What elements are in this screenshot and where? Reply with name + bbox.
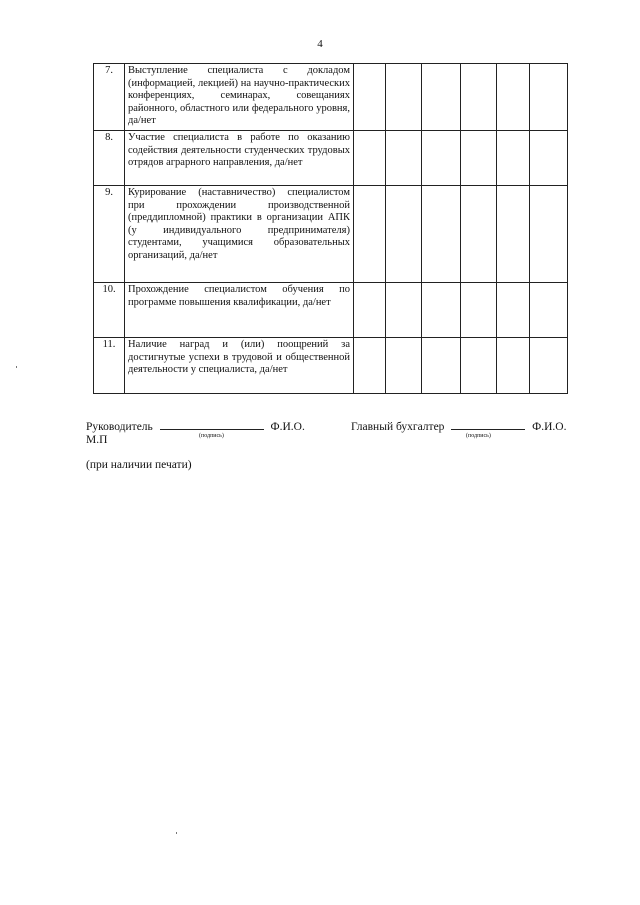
page-number: 4 [317,38,323,50]
stamp-place: М.П [86,434,108,446]
value-cell [497,131,530,186]
criteria-table [93,63,568,394]
accountant-signature-blank [451,428,525,430]
row-number: 8. [94,131,125,186]
value-cell [422,131,461,186]
scan-speck [176,832,177,834]
table-row [94,338,568,394]
row-number: 7. [94,64,125,131]
value-cell [461,131,497,186]
value-cell [354,338,386,394]
scan-speck [16,366,17,368]
accountant-fio: Ф.И.О. [532,421,567,433]
value-cell [530,64,568,131]
value-cell [386,131,422,186]
value-cell [461,338,497,394]
value-cell [422,338,461,394]
head-signature-caption: (подпись) [199,433,224,439]
value-cell [530,131,568,186]
table-row [94,131,568,186]
value-cell [386,283,422,338]
criterion-text: Прохождение специалистом обучения по программе повышения квалификации, да/нет [125,283,354,338]
accountant-signature-line [351,421,567,433]
stamp-note: (при наличии печати) [86,459,192,471]
value-cell [530,283,568,338]
head-signature-line [86,421,305,433]
table-row [94,186,568,283]
head-label: Руководитель [86,421,153,433]
value-cell [497,338,530,394]
row-number: 9. [94,186,125,283]
value-cell [386,338,422,394]
criterion-text: Наличие наград и (или) поощрений за достигнутые успехи в трудовой и общественной деятельности у специалиста, да/нет [125,338,354,394]
value-cell [497,186,530,283]
criterion-text: Участие специалиста в работе по оказанию содействия деятельности студенческих трудовых отрядов аграрного направления, да/нет [125,131,354,186]
head-fio: Ф.И.О. [270,421,305,433]
value-cell [354,64,386,131]
head-signature-blank [160,428,264,430]
accountant-signature-caption: (подпись) [466,433,491,439]
value-cell [530,338,568,394]
value-cell [422,283,461,338]
criterion-text: Выступление специалиста с докладом (информацией, лекцией) на научно-практических конференциях, семинарах, совещаниях районного, областного или федерального уровня, да/нет [125,64,354,131]
value-cell [461,283,497,338]
value-cell [497,64,530,131]
value-cell [354,131,386,186]
value-cell [386,186,422,283]
value-cell [461,186,497,283]
value-cell [497,283,530,338]
value-cell [422,186,461,283]
table-row [94,64,568,131]
table-row [94,283,568,338]
value-cell [530,186,568,283]
row-number: 11. [94,338,125,394]
criterion-text: Курирование (наставничество) специалистом при прохождении производственной (преддипломной) практики в организации АПК (у индивидуального предпринимателя) студентами, учащимися образовательных организаций, да/нет [125,186,354,283]
value-cell [354,283,386,338]
value-cell [354,186,386,283]
value-cell [461,64,497,131]
value-cell [386,64,422,131]
value-cell [422,64,461,131]
accountant-label: Главный бухгалтер [351,421,445,433]
row-number: 10. [94,283,125,338]
